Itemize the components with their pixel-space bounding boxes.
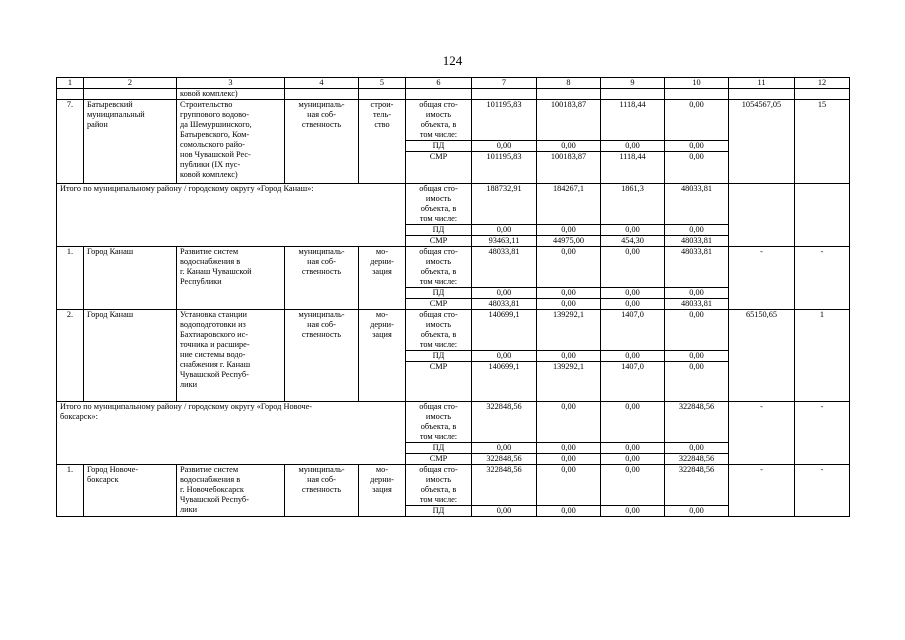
- cell-value: 0,00: [537, 506, 601, 517]
- cell-value: 322848,56: [472, 402, 537, 443]
- cell-desc: Развитие систем водоснабжения в г. Канаш Чувашской Республики: [177, 247, 285, 310]
- cell-smr-label: СМР: [406, 299, 472, 310]
- cell-num: 7.: [57, 100, 84, 184]
- cell-value: 0,00: [537, 247, 601, 288]
- cell-value: 0,00: [601, 351, 665, 362]
- cell-value: 0,00: [472, 288, 537, 299]
- cell-value: 44975,00: [537, 236, 601, 247]
- cell-value: 0,00: [665, 288, 729, 299]
- continuation-row: [57, 89, 850, 100]
- cell-value: 1407,0: [601, 362, 665, 402]
- col-header: 12: [795, 78, 850, 89]
- cell-smr-label: СМР: [406, 152, 472, 184]
- cell-value: 1407,0: [601, 310, 665, 351]
- cell-owner: муниципаль- ная соб- ственность: [285, 100, 359, 184]
- table-row: [57, 310, 850, 351]
- col-header: 8: [537, 78, 601, 89]
- cell-value: 0,00: [472, 351, 537, 362]
- total-row: [57, 402, 850, 443]
- cell-value: 188732,91: [472, 184, 537, 225]
- cell-value: 93463,11: [472, 236, 537, 247]
- cell-value: 0,00: [537, 402, 601, 443]
- cell-value: 48033,81: [665, 184, 729, 225]
- col-header: 3: [177, 78, 285, 89]
- cell-total-label: общая сто- имость объекта, в том числе:: [406, 310, 472, 351]
- cell-num: 1.: [57, 247, 84, 310]
- cell-value: 0,00: [537, 299, 601, 310]
- column-number-row: [57, 78, 850, 89]
- cell-value: 0,00: [537, 288, 601, 299]
- cell-value: 0,00: [601, 225, 665, 236]
- cell-desc: Строительство группового водово- да Шемуршинского, Батыревского, Ком- сомольского райо- нов Чувашской Рес- публики (IX пус- ковой комплекс): [177, 100, 285, 184]
- cell-smr-label: СМР: [406, 362, 472, 402]
- cell-type: строи- тель- ство: [359, 100, 406, 184]
- cell-owner: муниципаль- ная соб- ственность: [285, 247, 359, 310]
- cell-value: 0,00: [665, 225, 729, 236]
- cell-value: 0,00: [601, 454, 665, 465]
- cell-value: 0,00: [472, 506, 537, 517]
- cell-value: 0,00: [472, 443, 537, 454]
- cell-num: 2.: [57, 310, 84, 402]
- cell-desc: Развитие систем водоснабжения в г. Новочебоксарск Чувашской Респуб- лики: [177, 465, 285, 517]
- cell-col12: 15: [795, 100, 850, 184]
- cell-value: 100183,87: [537, 152, 601, 184]
- cell-value: 0,00: [472, 141, 537, 152]
- col-header: 6: [406, 78, 472, 89]
- cell-pd-label: ПД: [406, 288, 472, 299]
- cell-smr-label: СМР: [406, 236, 472, 247]
- col-header: 5: [359, 78, 406, 89]
- cell-value: 0,00: [601, 443, 665, 454]
- cell-value: 48033,81: [665, 299, 729, 310]
- cell-value: 0,00: [601, 299, 665, 310]
- col-header: 11: [729, 78, 795, 89]
- page-number: 124: [442, 53, 463, 68]
- cell-value: 0,00: [537, 225, 601, 236]
- cell-value: 48033,81: [472, 247, 537, 288]
- cell-value: 0,00: [665, 351, 729, 362]
- cell-smr-label: СМР: [406, 454, 472, 465]
- cell-value: 101195,83: [472, 100, 537, 141]
- cell-place: Город Новоче- боксарск: [84, 465, 177, 517]
- cell-value: 139292,1: [537, 362, 601, 402]
- cell-value: 0,00: [601, 141, 665, 152]
- cell-value: 140699,1: [472, 310, 537, 351]
- cell-total-title: Итого по муниципальному району / городскому округу «Город Новоче- боксарск»:: [57, 402, 406, 465]
- cell-col12: 1: [795, 310, 850, 402]
- cell-col12: -: [795, 402, 850, 465]
- col-header: 10: [665, 78, 729, 89]
- cell-total-label: общая сто- имость объекта, в том числе:: [406, 465, 472, 506]
- cell-value: 0,00: [665, 100, 729, 141]
- cell-total-label: общая сто- имость объекта, в том числе:: [406, 247, 472, 288]
- cell-value: 0,00: [537, 465, 601, 506]
- cell-pd-label: ПД: [406, 443, 472, 454]
- cell-value: 322848,56: [665, 402, 729, 443]
- cell-value: 0,00: [665, 506, 729, 517]
- table-row: [57, 247, 850, 288]
- cell-value: 0,00: [601, 288, 665, 299]
- cell-value: 0,00: [472, 225, 537, 236]
- cell-type: мо- дерни- зация: [359, 247, 406, 310]
- cell-value: 0,00: [537, 454, 601, 465]
- cell-desc: Установка станции водоподготовки из Бахтиаровского ис- точника и расшире- ние системы водо- снабжения г. Канаш Чувашской Респуб- лики: [177, 310, 285, 402]
- cell-pd-label: ПД: [406, 351, 472, 362]
- cell-value: 322848,56: [472, 465, 537, 506]
- cell-desc: ковой комплекс): [177, 89, 285, 100]
- col-header: 1: [57, 78, 84, 89]
- total-row: [57, 184, 850, 225]
- cell-value: 0,00: [601, 247, 665, 288]
- cell-value: 0,00: [665, 152, 729, 184]
- cell-value: 454,30: [601, 236, 665, 247]
- cell-value: 101195,83: [472, 152, 537, 184]
- cell-total-label: общая сто- имость объекта, в том числе:: [406, 100, 472, 141]
- cell-value: 48033,81: [472, 299, 537, 310]
- cell-value: 322848,56: [665, 465, 729, 506]
- cell-col11: -: [729, 247, 795, 310]
- cell-type: мо- дерни- зация: [359, 310, 406, 402]
- cell-value: 322848,56: [665, 454, 729, 465]
- cell-place: Батыревский муниципальный район: [84, 100, 177, 184]
- cell-total-title: Итого по муниципальному району / городскому округу «Город Канаш»:: [57, 184, 406, 247]
- cell-value: 0,00: [601, 506, 665, 517]
- cell-pd-label: ПД: [406, 506, 472, 517]
- cell-value: 1861,3: [601, 184, 665, 225]
- col-header: 9: [601, 78, 665, 89]
- cell-value: 48033,81: [665, 247, 729, 288]
- cell-value: 0,00: [665, 310, 729, 351]
- cell-value: 1118,44: [601, 152, 665, 184]
- cell-value: 0,00: [537, 141, 601, 152]
- cell-pd-label: ПД: [406, 141, 472, 152]
- cell-value: 0,00: [537, 351, 601, 362]
- cell-col12: -: [795, 247, 850, 310]
- cell-total-label: общая сто- имость объекта, в том числе:: [406, 184, 472, 225]
- cell-value: 184267,1: [537, 184, 601, 225]
- cell-value: 0,00: [537, 443, 601, 454]
- cell-value: 100183,87: [537, 100, 601, 141]
- cell-total-label: общая сто- имость объекта, в том числе:: [406, 402, 472, 443]
- cell-col11: 1054567,05: [729, 100, 795, 184]
- cell-owner: муниципаль- ная соб- ственность: [285, 465, 359, 517]
- col-header: 2: [84, 78, 177, 89]
- cell-value: 139292,1: [537, 310, 601, 351]
- col-header: 4: [285, 78, 359, 89]
- table-row: [57, 100, 850, 141]
- investment-table: [56, 77, 850, 517]
- cell-num: 1.: [57, 465, 84, 517]
- cell-col11: -: [729, 402, 795, 465]
- cell-value: 140699,1: [472, 362, 537, 402]
- cell-value: 0,00: [665, 141, 729, 152]
- cell-value: 0,00: [601, 402, 665, 443]
- cell-value: 322848,56: [472, 454, 537, 465]
- cell-value: 48033,81: [665, 236, 729, 247]
- cell-owner: муниципаль- ная соб- ственность: [285, 310, 359, 402]
- cell-place: Город Канаш: [84, 310, 177, 402]
- cell-value: 0,00: [665, 362, 729, 402]
- cell-value: 0,00: [601, 465, 665, 506]
- col-header: 7: [472, 78, 537, 89]
- cell-value: 0,00: [665, 443, 729, 454]
- cell-type: мо- дерни- зация: [359, 465, 406, 517]
- table-row: [57, 465, 850, 506]
- cell-col11: -: [729, 465, 795, 517]
- cell-value: 1118,44: [601, 100, 665, 141]
- cell-col11: 65150,65: [729, 310, 795, 402]
- cell-place: Город Канаш: [84, 247, 177, 310]
- cell-pd-label: ПД: [406, 225, 472, 236]
- cell-col12: -: [795, 465, 850, 517]
